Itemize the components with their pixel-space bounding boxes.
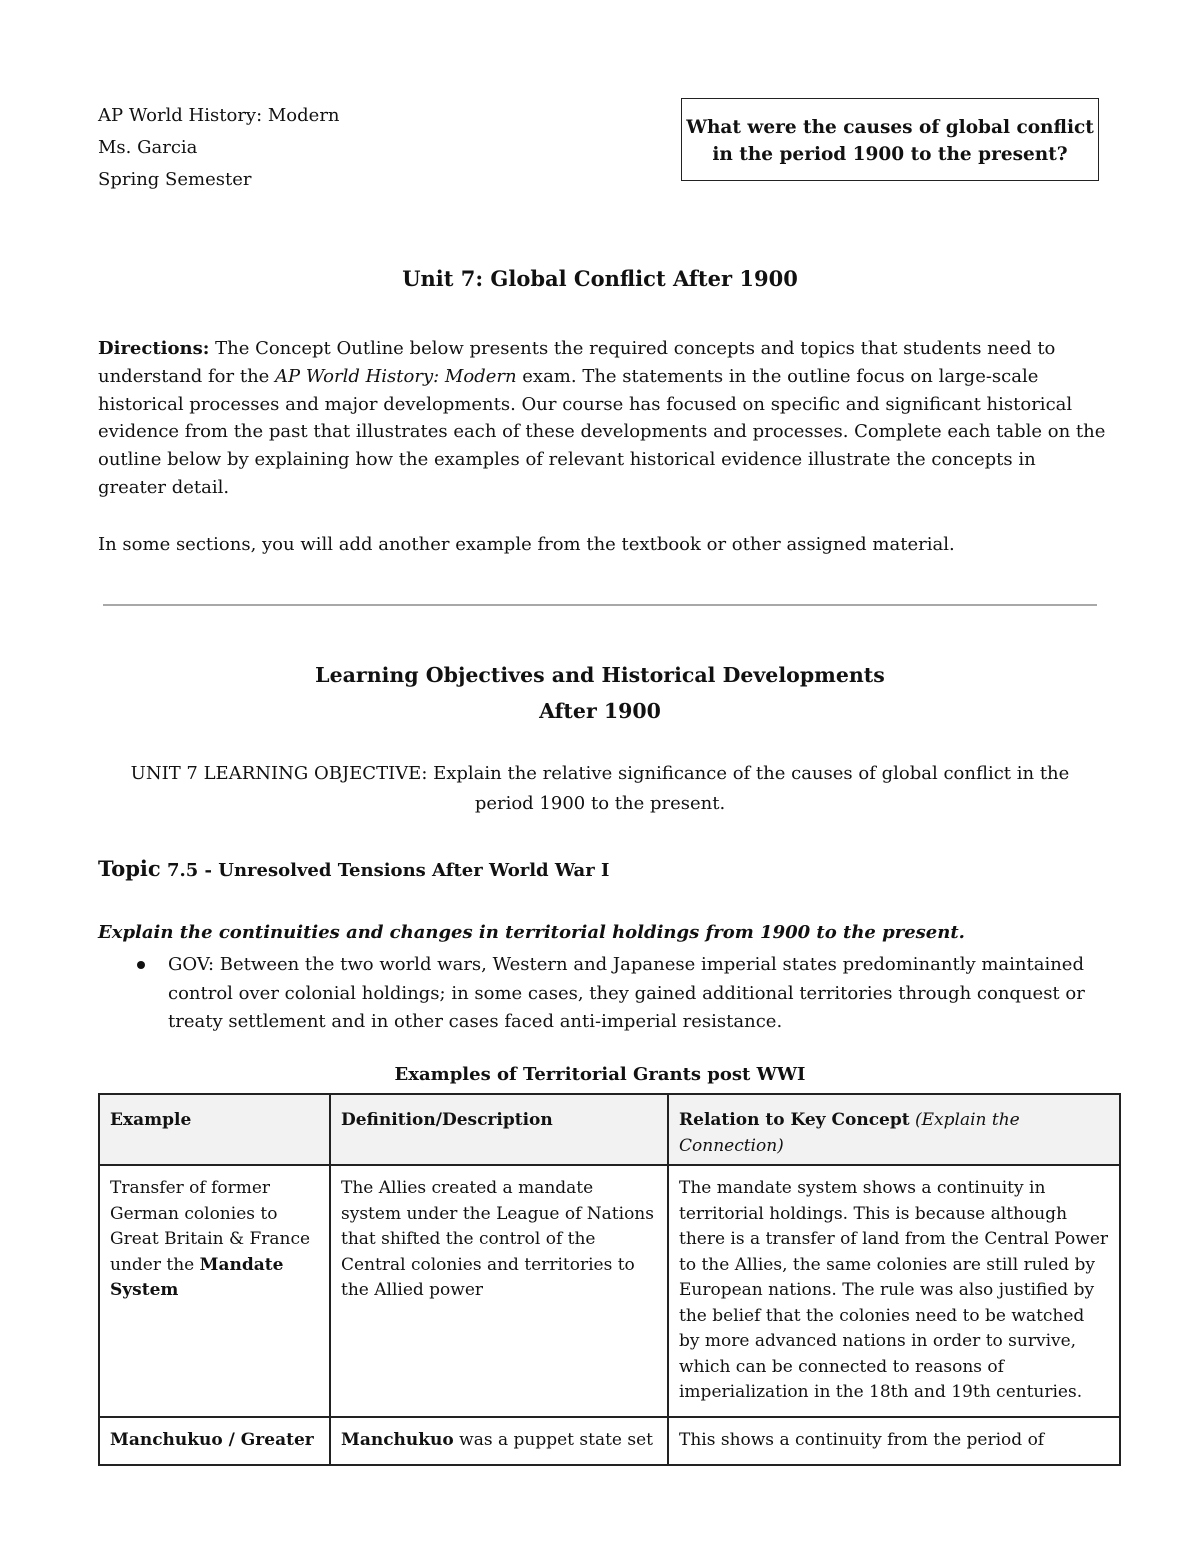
definition-bold: Manchukuo	[341, 1429, 454, 1450]
learning-objectives-title-line-1: Learning Objectives and Historical Developments	[315, 663, 885, 687]
definition-cell	[330, 1417, 668, 1465]
teacher-name: Ms. Garcia	[98, 137, 198, 158]
header-definition: Definition/Description	[330, 1094, 668, 1165]
unit-title: Unit 7: Global Conflict After 1900	[402, 266, 798, 291]
essential-question-box	[681, 98, 1099, 181]
course-name: AP World History: Modern	[98, 105, 340, 126]
unit-learning-objective: UNIT 7 LEARNING OBJECTIVE: Explain the relative significance of the causes of global conflict in the period 1900 to the present.	[130, 763, 1070, 814]
table-title: Examples of Territorial Grants post WWI	[394, 1064, 806, 1085]
key-concept-bullet: GOV: Between the two world wars, Western and Japanese imperial states predominantly maintained control over colonial holdings; in some cases, they gained additional territories through conquest or treaty settlement and in other cases faced anti-imperial resistance.	[168, 954, 1085, 1032]
example-bold: Manchukuo / Greater	[110, 1429, 314, 1450]
header-relation-note: (Explain the Connection)	[679, 1110, 1020, 1156]
additional-example-note: In some sections, you will add another example from the textbook or other assigned material.	[98, 534, 955, 555]
semester: Spring Semester	[98, 169, 252, 190]
table-header-row	[99, 1094, 1120, 1165]
section-divider	[103, 604, 1097, 606]
relation-cell: This shows a continuity from the period of	[668, 1417, 1120, 1465]
question-line-1: What were the causes of global conflict	[686, 117, 1094, 138]
topic-heading	[98, 856, 609, 881]
definition-text: was a puppet state set	[453, 1429, 654, 1450]
definition-text: The Allies created a mandate system under the League of Nations that shifted the control of the Central colonies and territories to the Allied power	[341, 1178, 654, 1300]
example-cell	[99, 1165, 330, 1417]
directions-paragraph	[98, 335, 1108, 502]
directions-label: Directions:	[98, 338, 210, 359]
topic-name: 7.5 - Unresolved Tensions After World War I	[160, 860, 610, 881]
header-relation-label: Relation to Key Concept	[679, 1110, 910, 1130]
territorial-grants-table	[98, 1093, 1121, 1466]
directions-text-after: exam. The statements in the outline focus on large-scale historical processes and major developments. Our course has focused on specific and significant historical evidence from the past that illustrates each of these developments and processes. Complete each table on the outline below by explaining how the examples of relevant historical evidence illustrate the concepts in greater detail.	[98, 365, 1106, 498]
header-info	[98, 100, 340, 196]
relation-cell: The mandate system shows a continuity in territorial holdings. This is because although there is a transfer of land from the Central Power to the Allies, the same colonies are still ruled by European nations. The rule was also justified by the belief that the colonies need to be watched by more advanced nations in order to survive, which can be connected to reasons of imperialization in the 18th and 19th centuries.	[668, 1165, 1120, 1417]
header-relation	[668, 1094, 1120, 1165]
example-cell	[99, 1417, 330, 1465]
learning-objectives-title	[0, 657, 1200, 729]
directions-text-before: The Concept Outline below presents the required concepts and topics that students need to understand for the	[98, 338, 1056, 387]
definition-cell	[330, 1165, 668, 1417]
exam-name: AP World History: Modern	[275, 365, 517, 387]
example-text: Transfer of former German colonies to Great Britain & France under the	[110, 1178, 311, 1275]
table-row	[99, 1165, 1120, 1417]
question-line-2: in the period 1900 to the present?	[712, 144, 1068, 165]
explain-prompt: Explain the continuities and changes in territorial holdings from 1900 to the present.	[98, 922, 965, 943]
bullet-icon	[137, 961, 145, 969]
learning-objectives-title-line-2: After 1900	[539, 699, 661, 723]
example-bold: Mandate System	[110, 1254, 284, 1300]
header-example: Example	[99, 1094, 330, 1165]
table-row	[99, 1417, 1120, 1465]
topic-word: Topic	[98, 856, 161, 881]
